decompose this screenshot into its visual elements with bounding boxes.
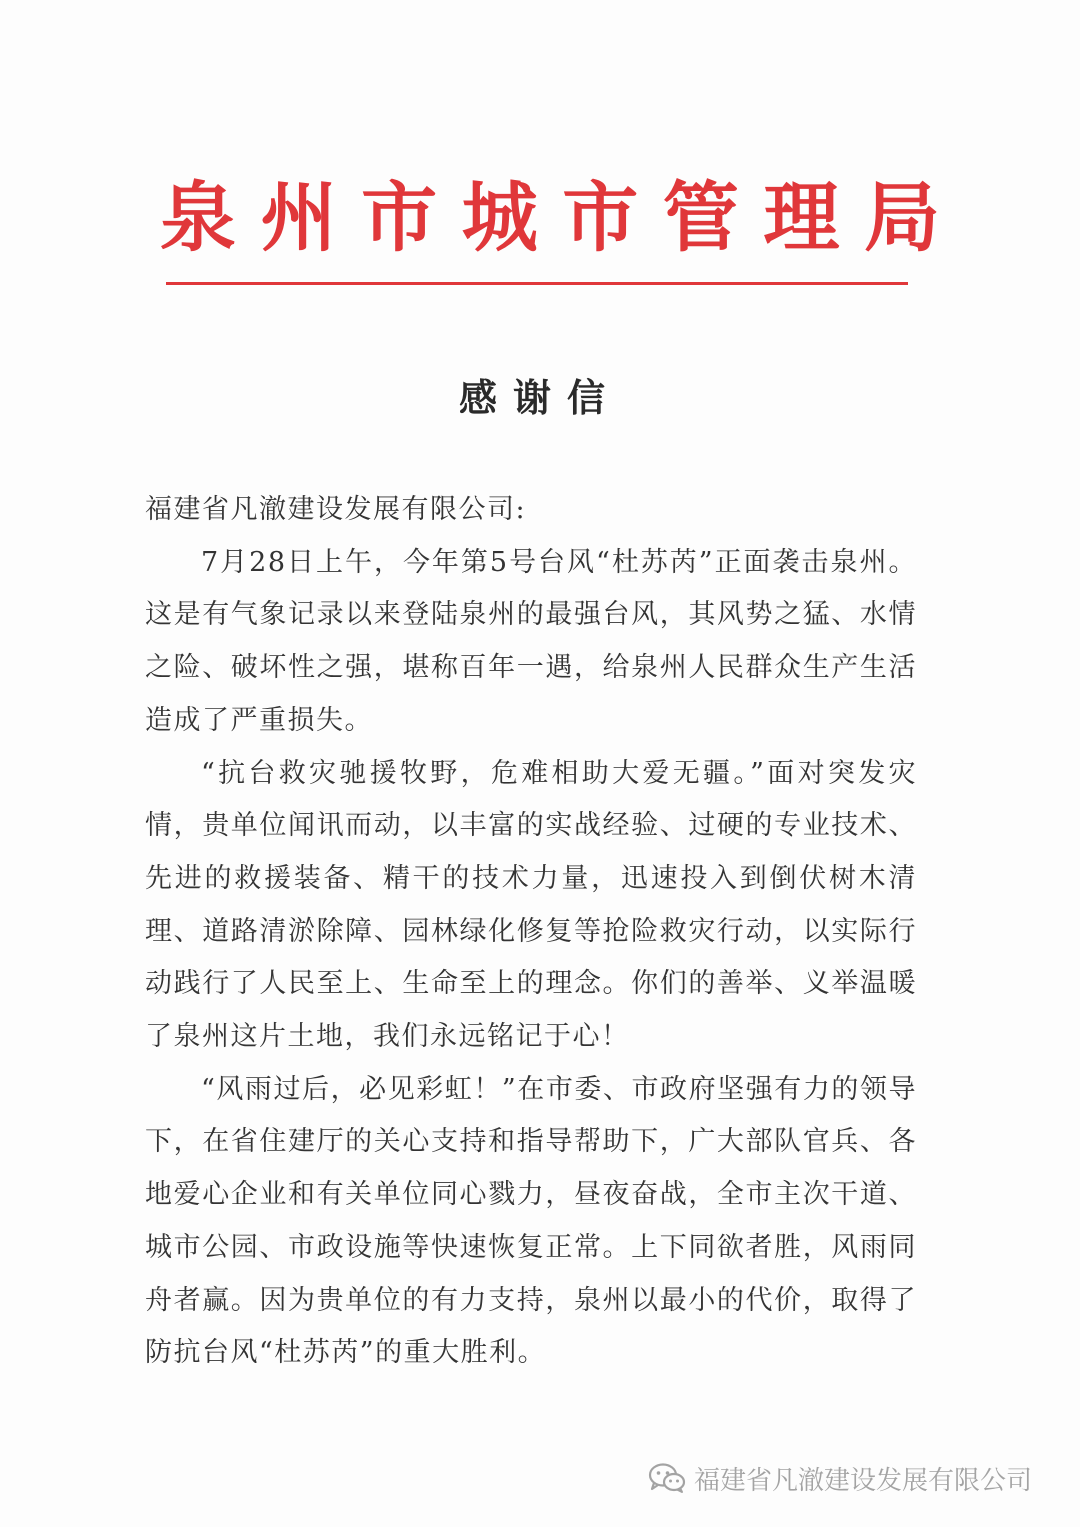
letterhead-char: 市: [562, 173, 639, 262]
letterhead-char: 理: [763, 173, 840, 262]
paragraph: 7月28日上午，今年第5号台风“杜苏芮”正面袭击泉州。这是有气象记录以来登陆泉州的最强台风，其风势之猛、水情之险、破坏性之强，堪称百年一遇，给泉州人民群众生产生活造成了严重损失。: [145, 546, 917, 736]
letterhead-char: 州: [260, 173, 337, 262]
wechat-icon: [648, 1462, 686, 1494]
paragraph: “抗台救灾驰援牧野，危难相助大爱无疆。”面对突发灾情，贵单位闻讯而动，以丰富的实战经验、过硬的专业技术、先进的救援装备、精干的技术力量，迅速投入到倒伏树木清理、道路清淤除障、园林绿化修复等抢险救灾行动，以实际行动践行了人民至上、生命至上的理念。你们的善举、义举温暖了泉州这片土地，我们永远铭记于心！: [145, 757, 917, 1053]
watermark-text: 福建省凡澈建设发展有限公司: [694, 1465, 1033, 1496]
letterhead-char: 泉: [160, 173, 236, 262]
letterhead-org-name: [160, 173, 940, 262]
salutation: 福建省凡澈建设发展有限公司:: [145, 494, 527, 525]
document-title: 感谢信: [458, 375, 621, 420]
letter-body: [145, 484, 917, 1380]
letterhead-char: 市: [361, 173, 438, 262]
wechat-watermark: [648, 1458, 1032, 1498]
letterhead-char: 城: [461, 173, 538, 262]
paragraph: “风雨过后，必见彩虹！”在市委、市政府坚强有力的领导下，在省住建厅的关心支持和指导帮助下，广大部队官兵、各地爱心企业和有关单位同心戮力，昼夜奋战，全市主次干道、城市公园、市政设施等快速恢复正常。上下同欲者胜，风雨同舟者赢。因为贵单位的有力支持，泉州以最小的代价，取得了防抗台风“杜苏芮”的重大胜利。: [145, 1073, 917, 1369]
letterhead-red-rule: [166, 282, 908, 285]
letterhead-char: 管: [662, 173, 739, 262]
letterhead-char: 局: [863, 173, 940, 262]
